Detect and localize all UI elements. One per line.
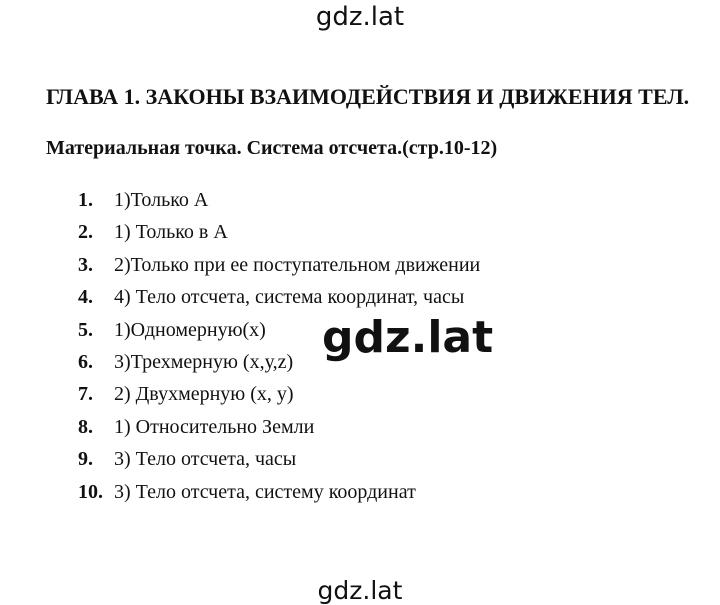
section-title: Материальная точка. Система отсчета.(стр.10-12): [46, 137, 498, 159]
answer-item-8: [78, 413, 480, 445]
answer-number: 4.: [78, 286, 93, 309]
watermark-bottom: gdz.lat: [317, 576, 403, 605]
answer-text: 1) Только в А: [114, 221, 228, 244]
answer-number: 1.: [78, 189, 93, 211]
answer-item-3: [78, 251, 480, 283]
answer-text: 2) Двухмерную (х, у): [114, 383, 294, 406]
answer-text: 1)Одномерную(х): [114, 318, 266, 341]
answer-text: 2)Только при ее поступательном движении: [114, 253, 481, 276]
answer-text: 3)Трехмерную (х,у,z): [114, 350, 294, 373]
watermark-middle: gdz.lat: [322, 312, 494, 363]
answer-number: 7.: [78, 383, 93, 406]
answer-number: 3.: [78, 253, 93, 276]
answer-item-7: [78, 380, 480, 412]
answer-number: 2.: [78, 221, 93, 244]
answer-number: 9.: [78, 448, 93, 471]
answer-text: 1) Относительно Земли: [114, 415, 315, 438]
answer-number: 5.: [78, 318, 93, 341]
answer-number: 10.: [78, 480, 103, 503]
answer-text: 4) Тело отсчета, система координат, часы: [114, 286, 465, 309]
answer-item-1: [78, 186, 480, 218]
answer-text: 3) Тело отсчета, систему координат: [114, 480, 416, 503]
answer-item-2: [78, 218, 480, 250]
answer-text: 3) Тело отсчета, часы: [114, 448, 297, 471]
answer-item-4: [78, 283, 480, 315]
answer-text: 1)Только А: [114, 189, 209, 211]
chapter-title: ГЛАВА 1. ЗАКОНЫ ВЗАИМОДЕЙСТВИЯ И ДВИЖЕНИЯ ТЕЛ.: [46, 84, 690, 109]
answer-number: 8.: [78, 415, 93, 438]
answer-number: 6.: [78, 350, 93, 373]
answer-item-9: [78, 445, 480, 477]
answer-item-10: [78, 478, 480, 510]
watermark-top: gdz.lat: [315, 2, 405, 32]
